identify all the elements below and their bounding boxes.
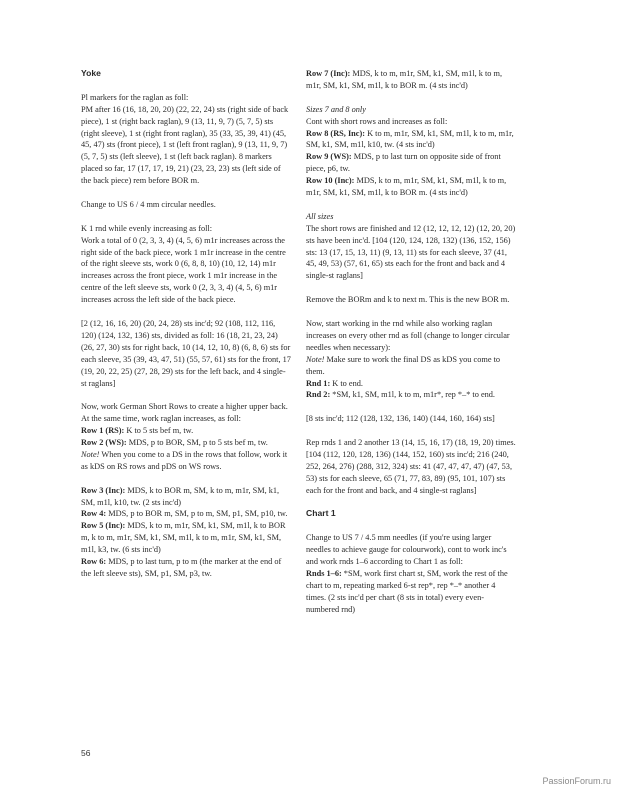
row-text: K to end.: [330, 378, 363, 388]
paragraph: Cont with short rows and increases as foll:: [306, 116, 448, 126]
page-number: 56: [81, 748, 91, 758]
paragraph: Work a total of 0 (2, 3, 3, 4) (4, 5, 6) m1r increases across the right side of the back piece, work 1 m1r increase in the centre of the right sleeve sts, work 0 (6, 8, 8, 10) (10, 12, 14) m1r increases across the front piece, work 1 m1r increase in the centre of the left sleeve sts, work 0 (2, 3, 3, 4) (4, 5, 6) m1r increases across the left side of the back piece.: [81, 235, 286, 305]
right-column: [306, 68, 516, 616]
note-text: When you come to a DS in the rows that follow, work it as kDS on RS rows and pDS on WS rows.: [81, 449, 288, 471]
row-text: MDS, k to m, m1r, SM, k1, SM, m1l, k to m, m1r, SM, k1, SM, m1l, k to BOR m. (4 sts inc'd): [306, 69, 503, 90]
paragraph: The short rows are finished and 12 (12, 12, 12, 12) (12, 20, 20) sts have been inc'd. [104 (120, 124, 128, 132) (136, 152, 156) sts: 13 (17, 15, 13, 11) (9, 13, 11) sts for each sleeve, 37 (41, 45, 49, 53) (57, 61, 65) sts each for the front and back and 4 single-st raglans]: [306, 223, 516, 281]
row-label: Rnd 2:: [306, 390, 331, 400]
subheading-text: All sizes: [306, 211, 334, 221]
instruction-row-1: [81, 425, 291, 437]
row-label: Row 8 (RS, Inc):: [306, 128, 365, 138]
instruction-row-2: [81, 437, 291, 449]
paragraph: Now, work German Short Rows to create a higher upper back. At the same time, work raglan increases, as foll:: [81, 402, 288, 424]
paragraph: Pl markers for the raglan as foll:: [81, 92, 189, 102]
instruction-row-6: [81, 556, 291, 580]
row-text: MDS, p to BOR m, SM, p to m, SM, p1, SM, p10, tw.: [106, 509, 288, 519]
row-text: MDS, k to m, m1r, SM, k1, SM, m1l, k to BOR m, k to m, m1r, SM, k1, SM, m1l, k to m, m1r, SM, k1, SM, m1l, k3, tw. (6 sts inc'd): [81, 521, 286, 555]
round-2: [306, 389, 516, 401]
note-label: Note!: [306, 354, 325, 364]
paragraph: [2 (12, 16, 16, 20) (20, 24, 28) sts inc'd; 92 (108, 112, 116, 120) (124, 132, 136) sts, divided as foll: 16 (18, 21, 23, 24) (26, 27, 30) sts for right back, 10 (14, 12, 10, 8) (6, 8, 6) sts for each sleeve, 35 (39, 43, 47, 51) (55, 57, 61) sts for the front, 17 (19, 20, 22, 25) (27, 28, 29) sts for the left back, and 4 single-st raglans]: [81, 318, 291, 388]
row-text: MDS, k to m, m1r, SM, k1, SM, m1l, k to m, m1r, SM, k1, SM, m1l, k to BOR m. (4 sts inc'd): [306, 176, 507, 198]
row-text: *SM, k1, SM, m1l, k to m, m1r*, rep *–* to end.: [330, 390, 496, 400]
instruction-row-7: [306, 68, 516, 92]
row-label: Row 3 (Inc):: [81, 485, 126, 495]
paragraph: Now, start working in the rnd while also working raglan increases on every other rnd as foll (change to longer circular needles when necessary):: [306, 318, 510, 352]
row-label: Row 2 (WS):: [81, 438, 127, 448]
row-label: Rnds 1–6:: [306, 568, 342, 578]
row-text: K to m, m1r, SM, k1, SM, m1l, k to m, m1r, SM, k1, SM, m1l, k10, tw. (4 sts inc'd): [306, 128, 514, 150]
subheading-text: Sizes 7 and 8 only: [306, 104, 366, 114]
row-label: Row 7 (Inc):: [306, 69, 351, 78]
row-label: Row 1 (RS):: [81, 426, 125, 436]
note-label: Note!: [81, 449, 100, 459]
paragraph: Remove the BORm and k to next m. This is the new BOR m.: [306, 295, 510, 305]
note: [306, 354, 516, 378]
paragraph: Change to US 6 / 4 mm circular needles.: [81, 199, 216, 209]
paragraph: Rep rnds 1 and 2 another 13 (14, 15, 16, 17) (18, 19, 20) times. [104 (112, 120, 128, 136) (144, 152, 160) sts inc'd; 216 (240, 252, 264, 276) (288, 312, 324) sts: 41 (47, 47, 47, 47) (47, 53, 53) sts for each sleeve, 65 (71, 77, 83, 89) (95, 101, 107) sts each for the front and back, and 4 single-st raglans]: [306, 438, 516, 495]
paragraph: PM after 16 (16, 18, 20, 20) (22, 22, 24) sts (right side of back piece), 1 st (right back raglan), 9 (13, 11, 9, 7) (5, 7, 5) sts (right sleeve), 1 st (right front raglan), 35 (33, 35, 39, 41) (45, 45, 47) sts (front piece), 1 st (left front raglan), 9 (13, 11, 9, 7) (5, 7, 5) sts (left sleeve), 1 st (left back raglan). 8 markers placed so far, 17 (17, 17, 19, 21) (23, 23, 23) sts (left side of the back piece) rem before BOR m.: [81, 104, 289, 186]
instruction-row-8: [306, 128, 516, 152]
rounds-1-6: [306, 568, 516, 616]
row-label: Rnd 1:: [306, 378, 331, 388]
round-1: [306, 378, 516, 390]
paragraph: Change to US 7 / 4.5 mm needles (if you're using larger needles to achieve gauge for colourwork), cont to work inc's and work rnds 1–6 according to Chart 1 as foll:: [306, 533, 507, 567]
instruction-row-3: [81, 485, 291, 509]
row-text: MDS, p to last turn, p to m (the marker at the end of the left sleeve sts), SM, p1, SM, p3, tw.: [81, 557, 282, 578]
watermark: PassionForum.ru: [542, 776, 611, 786]
subheading-all-sizes: [306, 211, 516, 223]
instruction-row-9: [306, 151, 516, 175]
paragraph: [8 sts inc'd; 112 (128, 132, 136, 140) (144, 160, 164) sts]: [306, 414, 495, 424]
row-label: Row 10 (Inc):: [306, 176, 355, 186]
row-label: Row 4:: [81, 509, 107, 519]
row-label: Row 5 (Inc):: [81, 521, 126, 531]
instruction-row-4: [81, 508, 291, 520]
note-text: Make sure to work the final DS as kDS you come to them.: [306, 354, 501, 376]
row-text: MDS, k to BOR m, SM, k to m, m1r, SM, k1, SM, m1l, k10, tw. (2 sts inc'd): [81, 485, 280, 507]
section-heading-yoke: Yoke: [81, 68, 101, 78]
note: [81, 449, 291, 473]
instruction-row-5: [81, 520, 291, 556]
section-heading-chart-1: Chart 1: [306, 508, 336, 519]
subheading-sizes-7-8: [306, 104, 516, 116]
instruction-row-10: [306, 175, 516, 199]
left-column: [81, 68, 291, 580]
row-text: *SM, work first chart st, SM, work the rest of the chart to m, repeating marked 6-st rep*, rep *–* another 4 times. (2 sts inc'd per chart (8 sts in total) every even-numbered rnd): [306, 568, 508, 614]
row-label: Row 9 (WS):: [306, 152, 352, 162]
row-text: MDS, p to BOR, SM, p to 5 sts bef m, tw.: [126, 438, 268, 448]
paragraph: K 1 rnd while evenly increasing as foll:: [81, 223, 213, 233]
row-text: K to 5 sts bef m, tw.: [124, 426, 194, 436]
row-text: MDS, p to last turn on opposite side of front piece, p6, tw.: [306, 152, 501, 174]
row-label: Row 6:: [81, 557, 107, 567]
